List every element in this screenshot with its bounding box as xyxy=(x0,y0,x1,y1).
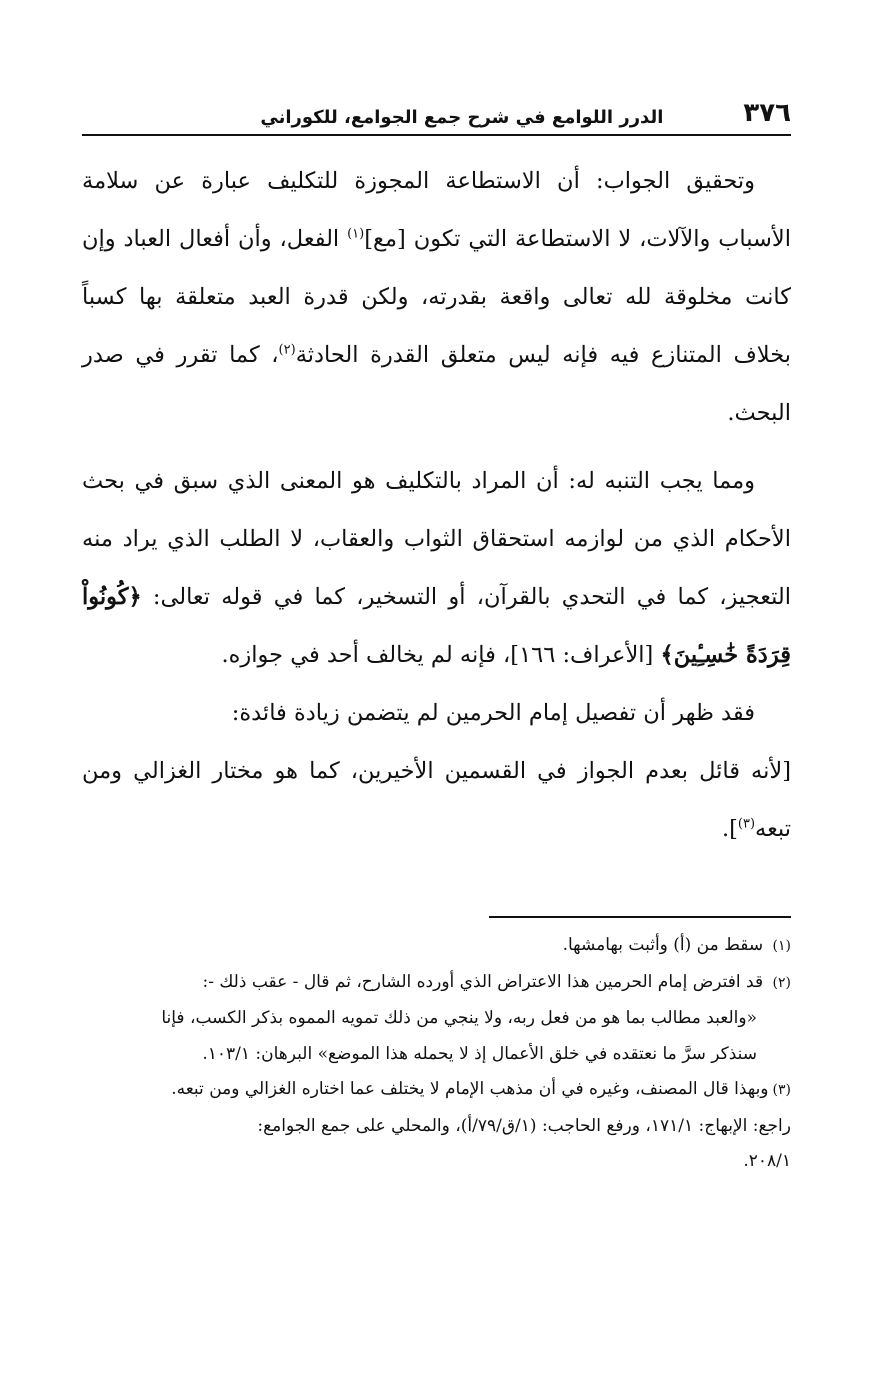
page-header xyxy=(82,92,791,136)
footnote-3-line xyxy=(82,1144,791,1180)
paragraph-conclusion xyxy=(82,684,791,742)
paragraph-note xyxy=(82,452,791,684)
paragraph-reason xyxy=(82,742,791,858)
footnote-text: راجع: الإبهاج: ١٧١/١، ورفع الحاجب: (١/ق/٧٩/أ)، والمحلي على جمع الجوامع: xyxy=(257,1115,791,1136)
footnote-number: (١) xyxy=(772,938,791,954)
footnote-ref: (١) xyxy=(347,226,365,242)
page-number: ٣٧٦ xyxy=(743,98,791,128)
footnote-1 xyxy=(82,928,791,965)
footnotes xyxy=(82,928,791,1180)
footnote-ref: (٣) xyxy=(737,816,756,832)
paragraph-answer xyxy=(82,152,791,442)
main-text xyxy=(82,152,791,858)
footnote-3-line xyxy=(82,1109,791,1145)
footnote-2-line xyxy=(82,1001,791,1037)
footnote-3 xyxy=(82,1072,791,1109)
paragraph-text: ومما يجب التنبه له: أن المراد بالتكليف هو المعنى الذي سبق في بحث الأحكام الذي من لوازمه استحقاق الثواب والعقاب، لا الطلب الذي يراد منه التعجيز، كما في التحدي بالقرآن، أو التسخير، كما في قوله تعالى: xyxy=(82,468,791,610)
footnote-number: (٢) xyxy=(772,974,791,991)
paragraph-text: ]. xyxy=(721,816,738,842)
paragraph-text: ، كما تقرر في صدر البحث. xyxy=(82,342,791,426)
footnote-2-line xyxy=(82,1037,791,1073)
paragraph-text: وتحقيق الجواب: أن الاستطاعة المجوزة للتكليف عبارة عن سلامة الأسباب والآلات، لا الاستطاعة التي تكون [مع] xyxy=(82,168,791,252)
footnote-number: (٣) xyxy=(772,1082,791,1098)
footnote-2 xyxy=(82,965,791,1002)
quran-bracket-open: ﴿ xyxy=(128,584,142,610)
footnote-text: وبهذا قال المصنف، وغيره في أن مذهب الإمام لا يختلف عما اختاره الغزالي ومن تبعه. xyxy=(171,1079,769,1099)
quran-text: كُونُواْ قِرَدَةً خَٰسِـِٔينَ xyxy=(82,584,791,668)
paragraph-text: الفعل، وأن أفعال العباد وإن كانت مخلوقة لله تعالى واقعة بقدرته، ولكن قدرة العبد متعلقة بها كسباً بخلاف المتنازع فيه فإنه ليس متعلق القدرة الحادثة xyxy=(82,226,791,368)
footnote-text: قد افترض إمام الحرمين هذا الاعتراض الذي أورده الشارح، ثم قال - عقب ذلك -: xyxy=(202,971,764,992)
quran-reference: [الأعراف: ١٦٦] xyxy=(510,642,661,668)
footnote-text: «والعبد مطالب بما هو من فعل ربه، ولا ينجي من ذلك تمويه المموه بذكر الكسب، فإنا xyxy=(161,1008,757,1028)
footnote-text: سنذكر سرَّ ما نعتقده في خلق الأعمال إذ لا يحمله هذا الموضع» البرهان: ١٠٣/١. xyxy=(202,1043,757,1064)
footnote-separator xyxy=(489,916,791,918)
footnote-ref: (٢) xyxy=(278,342,296,358)
paragraph-text: ، فإنه لم يخالف أحد في جوازه. xyxy=(221,642,511,668)
quran-bracket-close: ﴾ xyxy=(660,642,674,668)
paragraph-text: فقد ظهر أن تفصيل إمام الحرمين لم يتضمن زيادة فائدة: xyxy=(231,700,755,726)
running-title: الدرر اللوامع في شرح جمع الجوامع، للكوراني xyxy=(260,107,664,128)
footnote-text: ٢٠٨/١. xyxy=(743,1151,791,1171)
paragraph-text: [لأنه قائل بعدم الجواز في القسمين الأخيرين، كما هو مختار الغزالي ومن تبعه xyxy=(82,758,791,842)
footnote-text: سقط من (أ) وأثبت بهامشها. xyxy=(562,935,764,955)
